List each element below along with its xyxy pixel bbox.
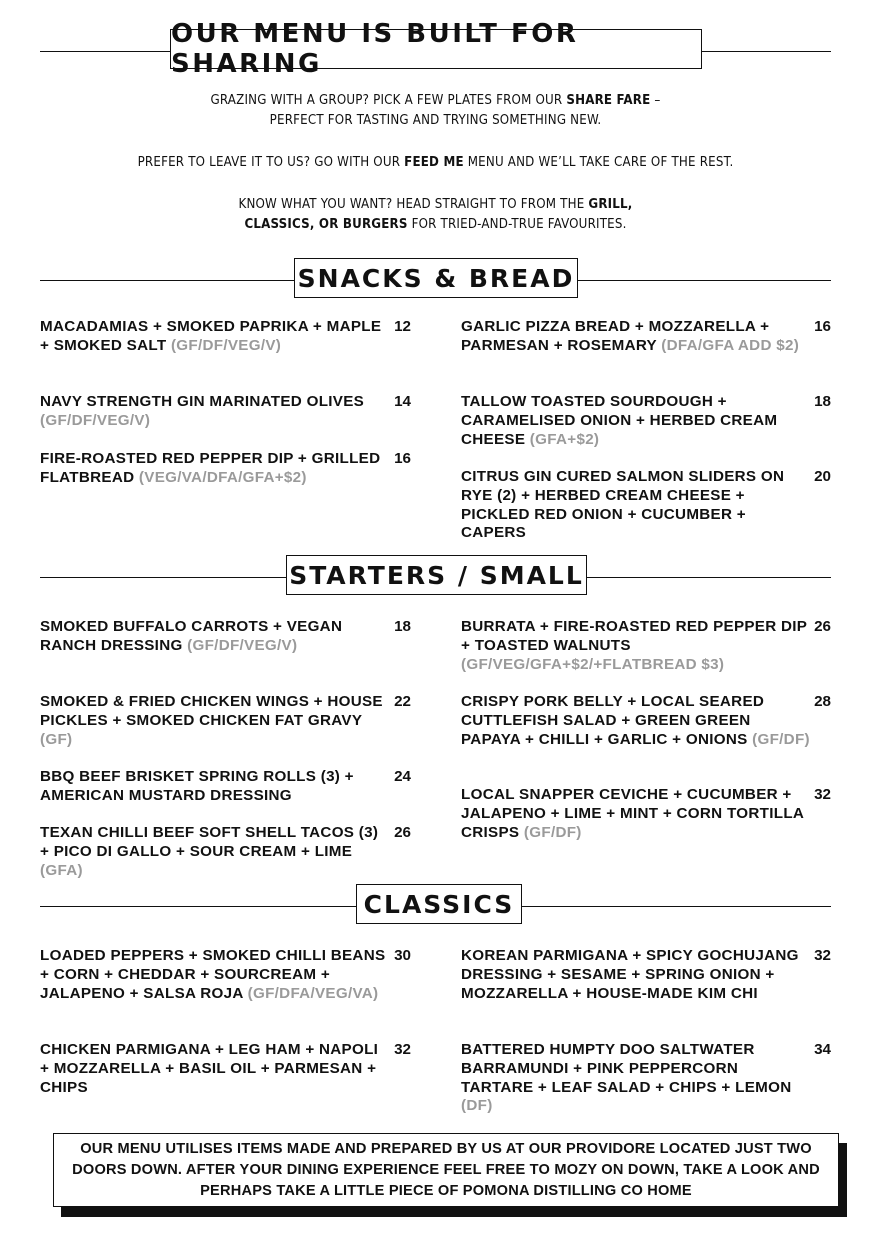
intro-paragraph-3	[40, 195, 831, 235]
providore-note-text: OUR MENU UTILISES ITEMS MADE AND PREPARED BY US AT OUR PROVIDORE LOCATED JUST TWO DOORS DOWN. AFTER YOUR DINING EXPERIENCE FEEL FREE TO MOZY ON DOWN, TAKE A LOOK AND PERHAPS TAKE A LITTLE PIECE OF POMONA DISTILLING CO HOME	[72, 1140, 820, 1199]
item-name: BATTERED HUMPTY DOO SALTWATER BARRAMUNDI + PINK PEPPERCORN TARTARE + LEAF SALAD + CHIPS + LEMON	[461, 1041, 792, 1096]
intro-text: FOR TRIED-AND-TRUE FAVOURITES.	[407, 217, 627, 232]
intro-text: PERFECT FOR TASTING AND TRYING SOMETHING NEW.	[269, 113, 602, 128]
menu-item	[40, 618, 390, 656]
menu-item	[40, 693, 390, 749]
item-price: 32	[814, 786, 831, 803]
item-dietary: (VEG/VA/DFA/GFA+$2)	[138, 468, 307, 486]
starters-section-header	[40, 555, 831, 599]
menu-item	[461, 393, 811, 449]
item-price: 16	[814, 318, 831, 335]
page-title: OUR MENU IS BUILT FOR SHARING	[170, 29, 702, 69]
item-price: 18	[814, 393, 831, 410]
item-name: CITRUS GIN CURED SALMON SLIDERS ON RYE (2) + HERBED CREAM CHEESE + PICKLED RED ONION + CUCUMBER + CAPERS	[461, 468, 785, 542]
menu-title-header	[40, 19, 831, 79]
menu-item	[40, 318, 390, 356]
intro-text: PREFER TO LEAVE IT TO US? GO WITH OUR	[137, 155, 405, 170]
item-dietary: (DFA/GFA ADD $2)	[661, 336, 800, 354]
item-price: 26	[814, 618, 831, 635]
menu-item	[40, 768, 390, 806]
item-name: TEXAN CHILLI BEEF SOFT SHELL TACOS (3) + PICO DI GALLO + SOUR CREAM + LIME	[40, 824, 379, 860]
item-name: TALLOW TOASTED SOURDOUGH + CARAMELISED ONION + HERBED CREAM CHEESE	[461, 393, 778, 448]
menu-item	[461, 1041, 811, 1116]
grill-highlight: GRILL,	[588, 197, 633, 212]
item-price: 32	[814, 947, 831, 964]
menu-item	[40, 450, 390, 488]
item-name: SMOKED & FRIED CHICKEN WINGS + HOUSE PICKLES + SMOKED CHICKEN FAT GRAVY	[40, 693, 383, 729]
item-name: LOADED PEPPERS + SMOKED CHILLI BEANS + CORN + CHEDDAR + SOURCREAM + JALAPENO + SALSA ROJA	[40, 947, 386, 1002]
menu-item	[461, 468, 811, 543]
item-price: 26	[394, 824, 411, 841]
item-dietary: (GFA+$2)	[529, 430, 600, 448]
item-name: LOCAL SNAPPER CEVICHE + CUCUMBER + JALAPENO + LIME + MINT + CORN TORTILLA CRISPS	[461, 786, 804, 841]
menu-item	[461, 693, 811, 749]
item-name: MACADAMIAS + SMOKED PAPRIKA + MAPLE + SMOKED SALT	[40, 318, 382, 354]
item-price: 30	[394, 947, 411, 964]
item-dietary: (GF/DF)	[523, 823, 582, 841]
menu-item	[461, 786, 811, 842]
item-name: CRISPY PORK BELLY + LOCAL SEARED CUTTLEFISH SALAD + GREEN GREEN PAPAYA + CHILLI + GARLIC + ONIONS	[461, 693, 765, 748]
intro-text: GRAZING WITH A GROUP? PICK A FEW PLATES FROM OUR	[210, 93, 567, 108]
item-price: 24	[394, 768, 411, 785]
menu-item	[461, 318, 811, 356]
item-price: 18	[394, 618, 411, 635]
classics-section-header	[40, 884, 831, 928]
item-name: SMOKED BUFFALO CARROTS + VEGAN RANCH DRESSING	[40, 618, 343, 654]
menu-item	[40, 1041, 390, 1097]
item-name: GARLIC PIZZA BREAD + MOZZARELLA + PARMESAN + ROSEMARY	[461, 318, 770, 354]
menu-item	[40, 393, 390, 431]
item-price: 28	[814, 693, 831, 710]
menu-item	[40, 947, 390, 1003]
item-dietary: (GF/DF/VEG/V)	[170, 336, 282, 354]
intro-text: MENU AND WE’LL TAKE CARE OF THE REST.	[463, 155, 734, 170]
item-name: FIRE-ROASTED RED PEPPER DIP + GRILLED FLATBREAD	[40, 450, 381, 486]
menu-item	[40, 824, 390, 880]
intro-text: –	[650, 93, 661, 108]
item-dietary: (GF)	[40, 730, 73, 748]
item-dietary: (GFA)	[40, 861, 83, 879]
item-dietary: (GF/DF/VEG/V)	[40, 411, 151, 429]
item-dietary: (GF/DFA/VEG/VA)	[247, 984, 379, 1002]
starters-section-title: STARTERS / SMALL	[286, 555, 587, 595]
item-price: 22	[394, 693, 411, 710]
item-price: 14	[394, 393, 411, 410]
share-fare-highlight: SHARE FARE	[566, 93, 651, 108]
item-name: KOREAN PARMIGANA + SPICY GOCHUJANG DRESSING + SESAME + SPRING ONION + MOZZARELLA + HOUSE-MADE KIM CHI	[461, 947, 799, 1002]
item-price: 34	[814, 1041, 831, 1058]
item-name: NAVY STRENGTH GIN MARINATED OLIVES	[40, 393, 365, 410]
menu-item	[461, 618, 811, 674]
intro-paragraph-1	[40, 91, 831, 131]
item-name: BURRATA + FIRE-ROASTED RED PEPPER DIP + TOASTED WALNUTS	[461, 618, 807, 654]
item-price: 20	[814, 468, 831, 485]
feed-me-highlight: FEED ME	[404, 155, 464, 170]
item-dietary: (GF/DF)	[752, 730, 810, 748]
item-price: 16	[394, 450, 411, 467]
item-price: 32	[394, 1041, 411, 1058]
menu-item	[461, 947, 811, 1003]
providore-note	[53, 1133, 839, 1207]
classics-burgers-highlight: CLASSICS, OR BURGERS	[244, 217, 408, 232]
intro-text: KNOW WHAT YOU WANT? HEAD STRAIGHT TO FROM THE	[238, 197, 589, 212]
snacks-section-header	[40, 258, 831, 302]
intro-paragraph-2	[40, 153, 831, 173]
item-name: BBQ BEEF BRISKET SPRING ROLLS (3) + AMERICAN MUSTARD DRESSING	[40, 768, 354, 804]
item-dietary: (DF)	[461, 1097, 493, 1115]
item-dietary: (GF/VEG/GFA+$2/+FLATBREAD $3)	[461, 655, 725, 673]
snacks-section-title: SNACKS & BREAD	[294, 258, 578, 298]
item-name: CHICKEN PARMIGANA + LEG HAM + NAPOLI + MOZZARELLA + BASIL OIL + PARMESAN + CHIPS	[40, 1041, 379, 1096]
item-price: 12	[394, 318, 411, 335]
classics-section-title: CLASSICS	[356, 884, 522, 924]
item-dietary: (GF/DF/VEG/V)	[187, 636, 298, 654]
